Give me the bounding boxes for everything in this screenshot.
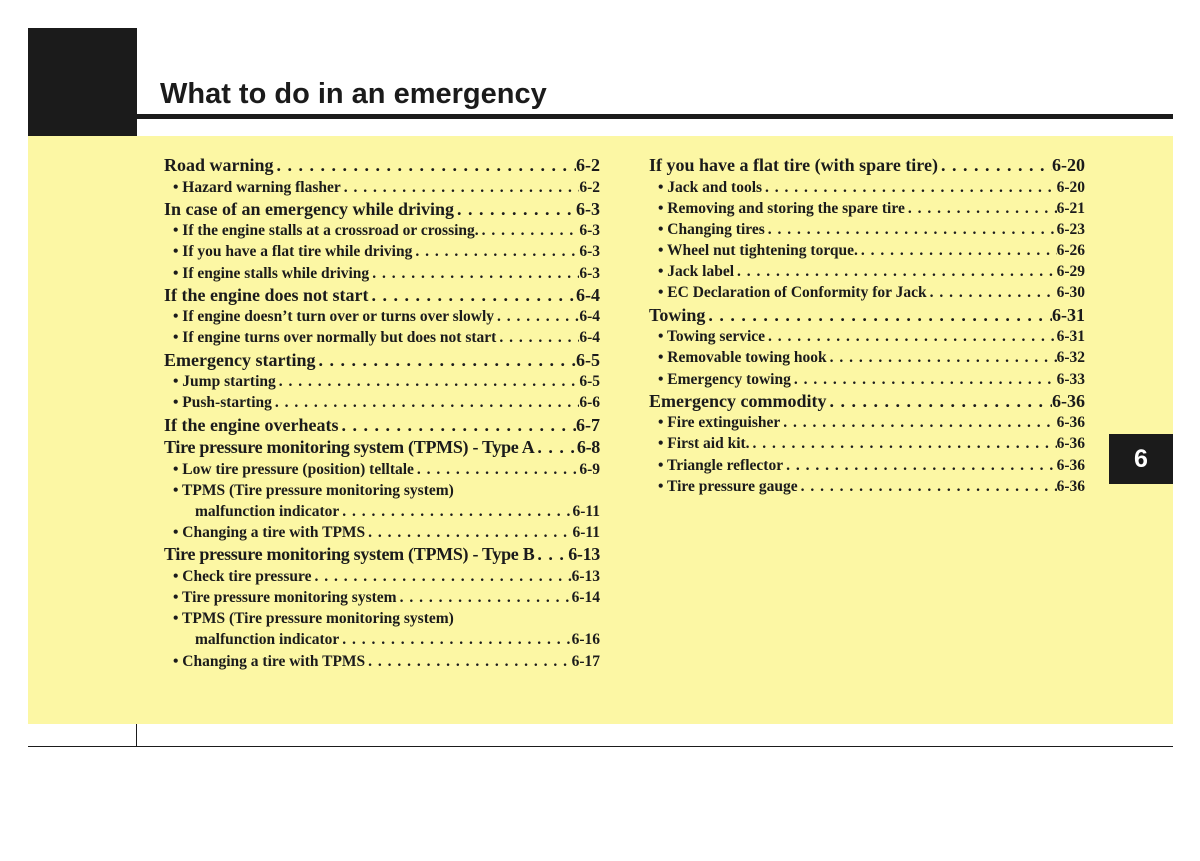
toc-entry[interactable]: Emergency commodity . . . 6-36	[649, 390, 1085, 413]
toc-entry[interactable]: • Emergency towing . . . 6-33	[649, 369, 1085, 390]
chapter-tab[interactable]: 6	[1109, 434, 1173, 484]
toc-entry[interactable]: • TPMS (Tire pressure monitoring system)	[173, 481, 454, 499]
toc-entry[interactable]: • Removable towing hook . . . 6-32	[649, 347, 1085, 368]
toc-entry[interactable]: In case of an emergency while driving . . . 6-3	[164, 198, 600, 221]
toc-entry[interactable]: • Push-starting . . . 6-6	[164, 392, 600, 413]
toc-entry[interactable]: Tire pressure monitoring system (TPMS) - Type A . . . 6-8	[164, 436, 600, 459]
toc-entry[interactable]: • Changing tires . . . 6-23	[649, 219, 1085, 240]
toc-entry[interactable]: If you have a flat tire (with spare tire) . . . 6-20	[649, 154, 1085, 177]
toc-entry[interactable]: Tire pressure monitoring system (TPMS) - Type B . . . 6-13	[164, 543, 600, 566]
toc-entry[interactable]: • Removing and storing the spare tire . . . 6-21	[649, 198, 1085, 219]
toc-entry[interactable]: • Low tire pressure (position) telltale . . . 6-9	[164, 459, 600, 480]
toc-column-right	[649, 154, 1085, 497]
toc-entry[interactable]: • First aid kit. . . . 6-36	[649, 433, 1085, 454]
toc-entry[interactable]: • If engine turns over normally but does not start . . . 6-4	[164, 327, 600, 348]
toc-entry[interactable]: • Check tire pressure . . . 6-13	[164, 566, 600, 587]
toc-entry[interactable]: malfunction indicator . . . 6-16	[164, 629, 600, 650]
toc-entry[interactable]: Towing . . . 6-31	[649, 304, 1085, 327]
toc-entry[interactable]: If the engine overheats . . . 6-7	[164, 414, 600, 437]
toc-entry[interactable]: malfunction indicator . . . 6-11	[164, 501, 600, 522]
title-underline	[137, 114, 1173, 119]
toc-entry[interactable]: If the engine does not start . . . 6-4	[164, 284, 600, 307]
toc-entry[interactable]: Road warning . . . 6-2	[164, 154, 600, 177]
toc-entry[interactable]: • Hazard warning flasher . . . 6-2	[164, 177, 600, 198]
toc-entry[interactable]: • If the engine stalls at a crossroad or crossing. . . . 6-3	[164, 220, 600, 241]
toc-entry[interactable]: • Triangle reflector . . . 6-36	[649, 455, 1085, 476]
footer-rule	[28, 746, 1173, 747]
toc-entry[interactable]: • Jack and tools . . . 6-20	[649, 177, 1085, 198]
toc-entry[interactable]: • Jump starting . . . 6-5	[164, 371, 600, 392]
toc-entry[interactable]: • If engine doesn’t turn over or turns over slowly . . . 6-4	[164, 306, 600, 327]
toc-entry[interactable]: • If you have a flat tire while driving . . . 6-3	[164, 241, 600, 262]
toc-entry[interactable]: • TPMS (Tire pressure monitoring system)	[173, 610, 454, 628]
toc-entry[interactable]: • If engine stalls while driving . . . 6-3	[164, 263, 600, 284]
toc-entry[interactable]: • Jack label . . . 6-29	[649, 261, 1085, 282]
toc-entry[interactable]: • Changing a tire with TPMS . . . 6-17	[164, 651, 600, 672]
toc-entry[interactable]: Emergency starting . . . 6-5	[164, 349, 600, 372]
toc-entry[interactable]: • EC Declaration of Conformity for Jack . . . 6-30	[649, 282, 1085, 303]
toc-entry[interactable]: • Wheel nut tightening torque. . . . 6-26	[649, 240, 1085, 261]
toc-entry[interactable]: • Tire pressure gauge . . . 6-36	[649, 476, 1085, 497]
toc-entry[interactable]: • Tire pressure monitoring system . . . 6-14	[164, 587, 600, 608]
toc-entry[interactable]: • Fire extinguisher . . . 6-36	[649, 412, 1085, 433]
toc-entry[interactable]: • Towing service . . . 6-31	[649, 326, 1085, 347]
toc-column-left	[164, 154, 600, 672]
page-title: What to do in an emergency	[160, 78, 547, 110]
corner-block	[28, 28, 136, 136]
toc-entry[interactable]: • Changing a tire with TPMS . . . 6-11	[164, 522, 600, 543]
